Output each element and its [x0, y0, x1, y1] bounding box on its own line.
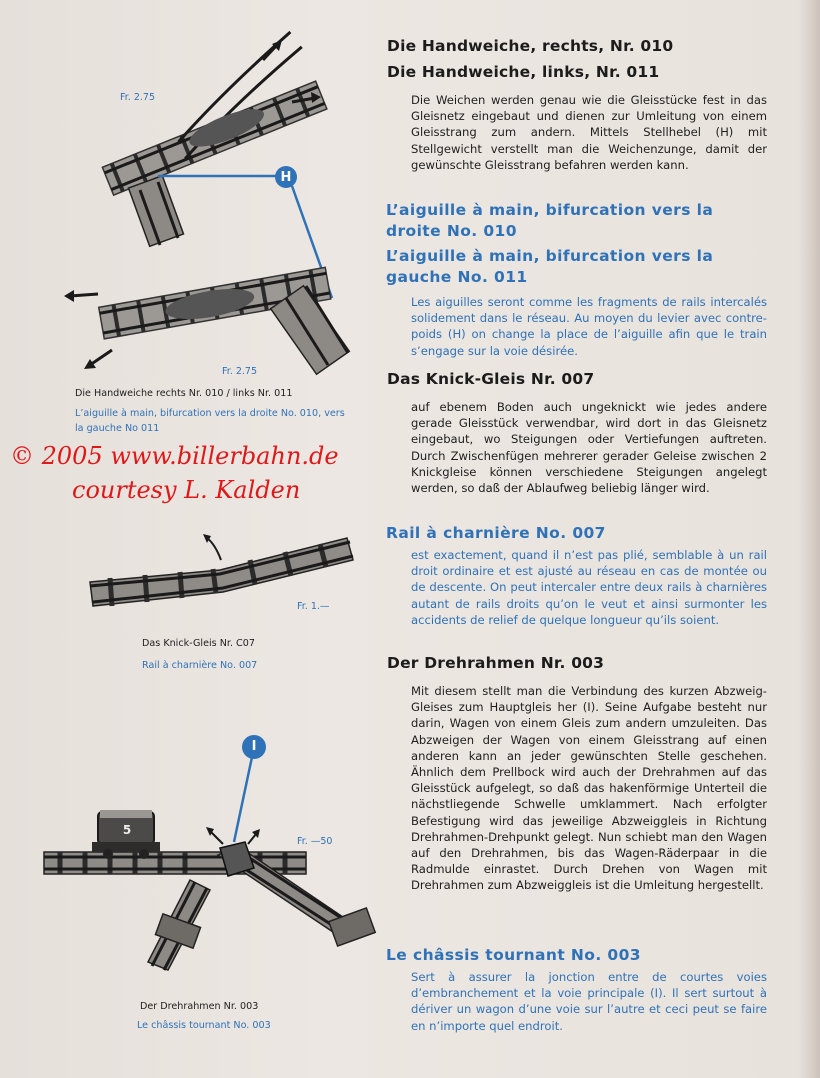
- caption-fig2-de: Das Knick-Gleis Nr. C07: [142, 638, 255, 649]
- marker-i-pointer: [234, 757, 252, 842]
- hinged-rail-illustration: [90, 534, 353, 606]
- price-fig3: Fr. —50: [297, 836, 333, 847]
- caption-fig3-fr: Le châssis tournant No. 003: [137, 1020, 271, 1031]
- marker-h-label: H: [280, 170, 292, 185]
- text-drehrahmen-de: Mit diesem stellt man die Verbindung des kurzen Abzweig-Gleises zum Hauptgleis her (I). Seine Aufgabe besteht nur darin, Wagen von einem Gleis zum andern umzuleiten. Das Abzweigen der Wagen von einem Gleisstrang auf einen anderen kann an jeder gewünschten Stelle geschehen. Ähnlich dem Prellbock wird auch der Drehrahmen auf das Gleisstück aufgelegt, so daß das hakenförmige Unterteil die nächstliegende Schwelle umklammert. Nach erfolgter Befestigung wird das jeweilige Abzweiggleis in Richtung Drehrahmen-Drehpunkt gelegt. Nun schiebt man den Wagen auf den Drehrahmen, bis das Wagen-Räderpaar in die Radmulde einrastet. Durch Drehen von Wagen mit Drehrahmen zum Abzweiggleis ist die Umleitung hergestellt.: [411, 684, 767, 893]
- text-chassis-tournant-fr: Sert à assurer la jonction entre de courtes voies d’embranchement et la voie principale (I). Il sert surtout à dériver un wagon d’une voie sur l’autre et ceci peut se faire en n’importe quel endroit.: [411, 970, 767, 1033]
- heading-aiguille-gauche: [386, 246, 766, 288]
- page-edge-shadow: [798, 0, 820, 1078]
- watermark-courtesy: courtesy L. Kalden: [72, 476, 301, 504]
- heading-handweiche-links: Die Handweiche, links, Nr. 011: [387, 63, 660, 81]
- heading-aiguille-gauche-text: L’aiguille à main, bifurcation vers la gauche No. 011: [386, 247, 714, 286]
- heading-rail-charniere: Rail à charnière No. 007: [386, 524, 606, 542]
- watermark-copyright: © 2005 www.billerbahn.de: [10, 442, 339, 470]
- price-fig2: Fr. 1.—: [297, 601, 330, 612]
- heading-drehrahmen: Der Drehrahmen Nr. 003: [387, 654, 605, 672]
- turnout-left-illustration: [64, 267, 349, 374]
- heading-aiguille-droite: [386, 200, 766, 242]
- price-fig1-top: Fr. 2.75: [120, 92, 155, 103]
- text-handweiche-de: Die Weichen werden genau wie die Gleisstücke fest in das Gleisnetz eingebaut und dienen zur Umleitung von einem Gleisstrang zum andern. Mittels Stellhebel (H) mit Stellgewicht verstellt man die Weichenzunge, damit der gewünschte Gleisstrang befahren werden kann.: [411, 93, 767, 172]
- heading-handweiche-rechts: Die Handweiche, rechts, Nr. 010: [387, 37, 674, 55]
- caption-fig1-de: Die Handweiche rechts Nr. 010 / links Nr. 011: [75, 388, 293, 399]
- heading-knick-gleis: Das Knick-Gleis Nr. 007: [387, 370, 595, 388]
- figure-handweiche: [60, 30, 380, 390]
- caption-fig2-fr: Rail à charnière No. 007: [142, 660, 258, 671]
- price-fig1-bottom: Fr. 2.75: [222, 366, 257, 377]
- wagon-number: 5: [122, 823, 132, 837]
- figure-drehrahmen: [40, 730, 380, 980]
- heading-aiguille-droite-text: L’aiguille à main, bifurcation vers la droite No. 010: [386, 201, 714, 240]
- text-aiguille-fr: Les aiguilles seront comme les fragments de rails intercalés solidement dans le réseau. Au moyen du levier avec contre-poids (H) on change la place de l’aiguille afin que le train s’engage sur la voie désirée.: [411, 295, 767, 358]
- heading-chassis-tournant: Le châssis tournant No. 003: [386, 946, 641, 964]
- caption-fig1-fr: L’aiguille à main, bifurcation vers la droite No. 010, vers la gauche No 011: [75, 408, 345, 434]
- text-knick-gleis-de: auf ebenem Boden auch ungeknickt wie jedes andere gerade Gleisstück verwendbar, wird dort in das Gleisnetz eingebaut, wo Steigungen oder Vertiefungen auftreten. Durch Zwischenfügen mehrerer gerader Geleise zwischen 2 Knickgleise können verschiedene Steigungen angelegt werden, so daß der Ablaufweg beliebig länger wird.: [411, 400, 767, 496]
- turntable-illustration: [44, 810, 375, 970]
- marker-i-label: I: [251, 739, 257, 754]
- turnout-right-illustration: [82, 30, 327, 246]
- caption-fig3-de: Der Drehrahmen Nr. 003: [140, 1001, 259, 1012]
- text-rail-charniere-fr: est exactement, quand il n’est pas plié, semblable à un rail droit ordinaire et est ajusté au réseau en cas de montée ou de descente. On peut intercaler entre deux rails à charnières autant de rails droits qu’on le veut et ainsi surmonter les accidents de relief de quelque longueur qu’ils soient.: [411, 548, 767, 627]
